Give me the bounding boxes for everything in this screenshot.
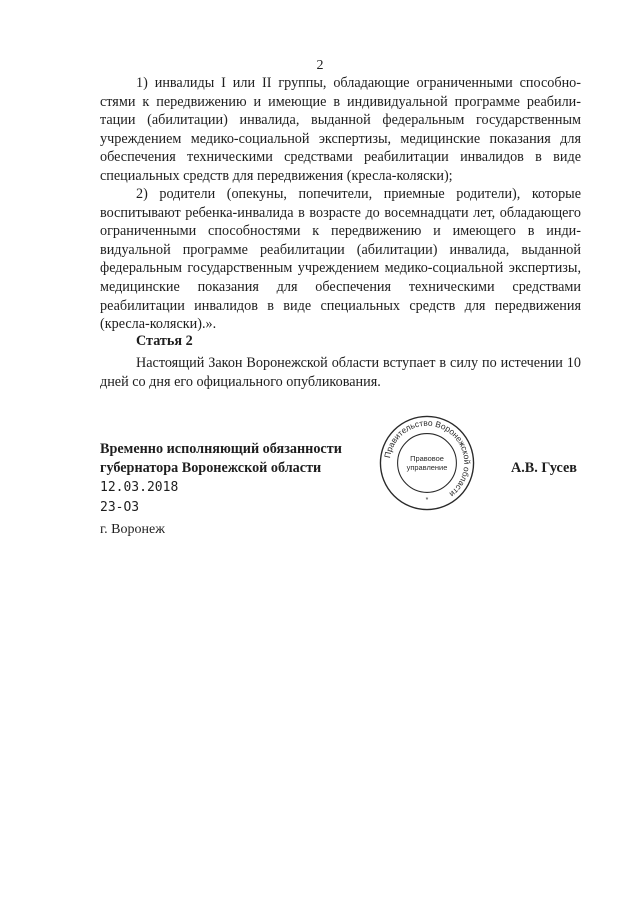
stamp-ring-text: Правительство Воронежской области (382, 417, 473, 500)
signature-title-line-2: губернатора Воронежской области (100, 460, 322, 476)
law-number: 23-ОЗ (100, 500, 140, 515)
article-text: Настоящий Закон Воронежской области вступает в силу по истечении 10 дней со дня его официального опубликования. (100, 355, 581, 390)
signer-name: А.В. Гусев (511, 460, 577, 476)
signature-city: г. Воронеж (100, 522, 165, 537)
list-item-paragraph-2: 2) родители (опекуны, попечители, приемные родители), которые воспитывают ребенка-инвалида в возрасте до восемнадцати лет, обладающего ограниченными способностями к передвижению и имеющего в индивидуальной программе реабилитации (абилитации) инвалида, выданной федеральным государственным учреждением медико-социальной экспертизы, медицинские показания для обеспечения техническими средствами реабилитации инвалидов в виде специальных средств для передвижения (кресла-коляски).». (100, 186, 581, 333)
stamp-center-line-1: Правовое (410, 454, 444, 464)
page-number: 2 (316, 58, 324, 73)
stamp-center-line-2: управление (406, 462, 448, 472)
official-stamp (378, 414, 476, 512)
signature-title-line-1: Временно исполняющий обязанности (100, 441, 342, 457)
signature-date: 12.03.2018 (100, 480, 179, 495)
article-heading: Статья 2 (136, 333, 193, 349)
list-item-paragraph-1: 1) инвалиды I или II группы, обладающие ограниченными способностями к передвижению и имеющие в индивидуальной программе реабилитации (абилитации) инвалида, выданной федеральным государственным учреждением медико-социальной экспертизы, медицинские показания для обеспечения техническими средствами реабилитации инвалидов в виде специальных средств для передвижения (кресла-коляски); (100, 75, 581, 184)
star-icon: * (425, 497, 429, 505)
